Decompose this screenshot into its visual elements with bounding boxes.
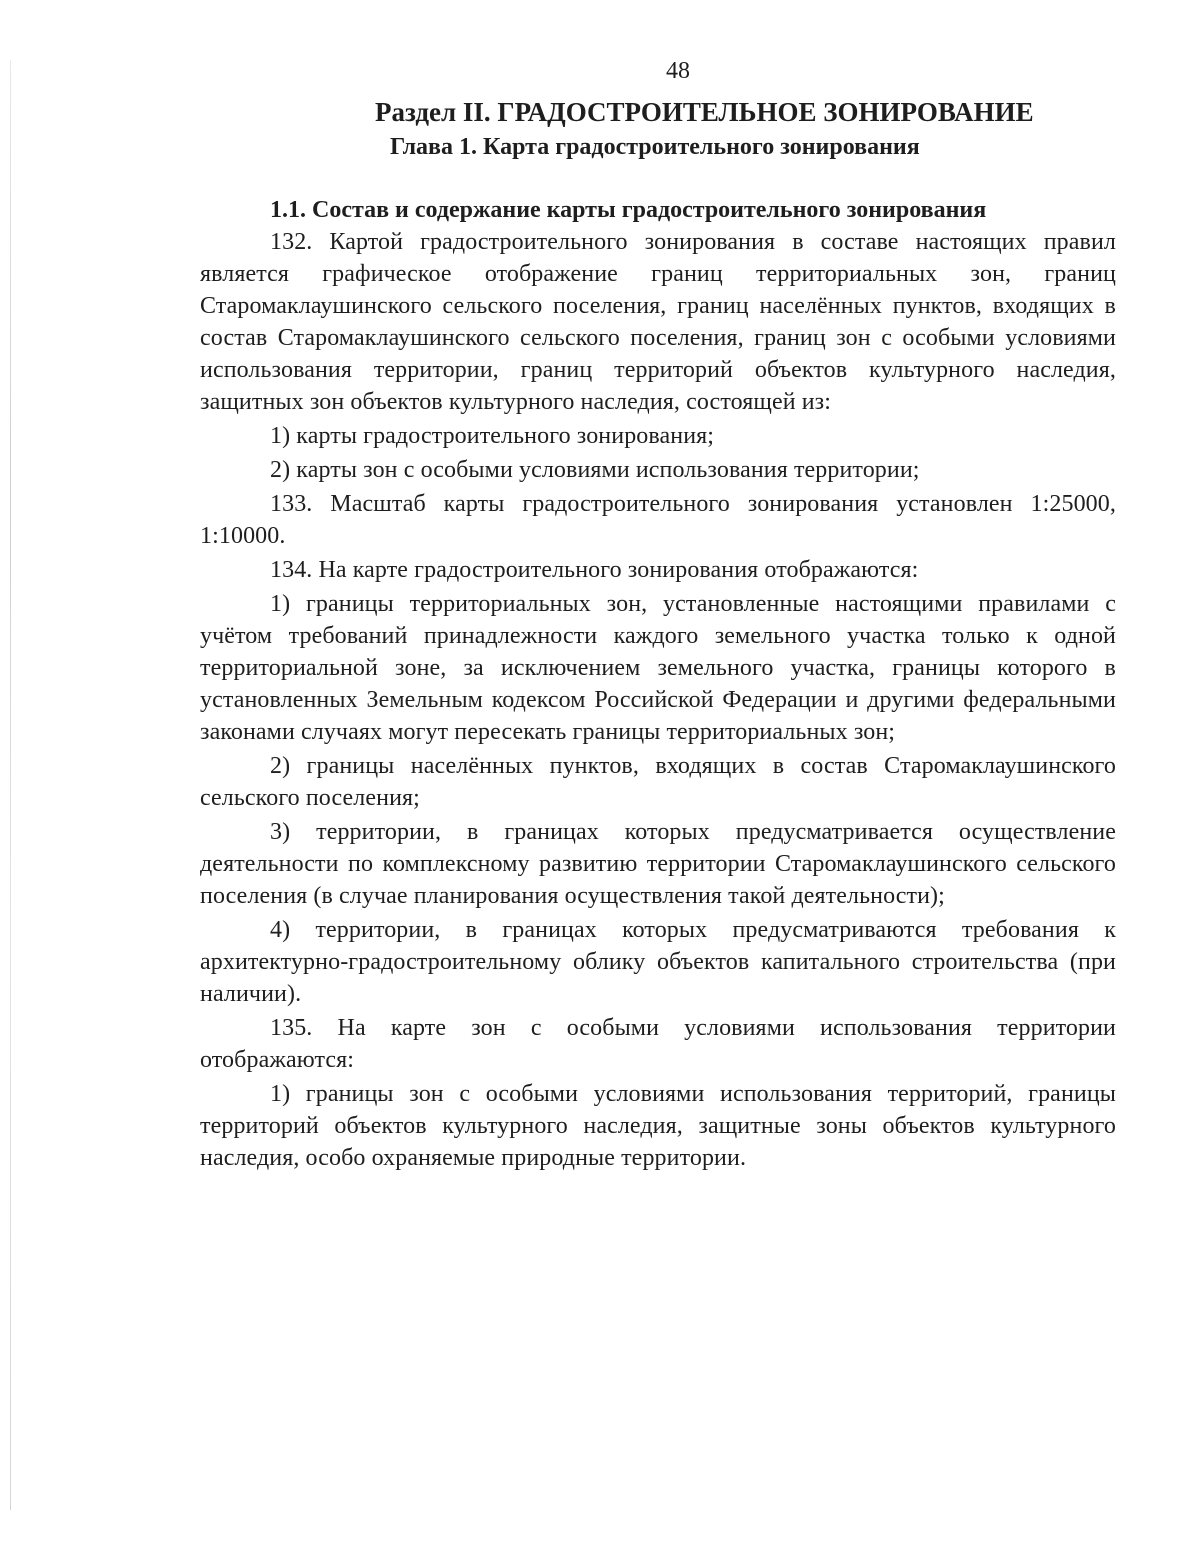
scan-edge-line: [10, 60, 11, 1510]
list-item-1-special-zones-boundaries: 1) границы зон с особыми условиями использования территорий, границы территорий объектов культурного наследия, защитные зоны объектов культурного наследия, особо охраняемые природные территории.: [200, 1081, 1116, 1171]
page-number: 48: [666, 58, 690, 84]
list-item-3-complex-development: 3) территории, в границах которых предусматривается осуществление деятельности по комплексному развитию территории Старомаклаушинского сельского поселения (в случае планирования осуществления такой деятельности);: [200, 819, 1116, 909]
document-body: [200, 226, 1116, 1174]
list-item-1-zoning-map: 1) карты градостроительного зонирования;: [270, 423, 715, 449]
paragraph-133: 133. Масштаб карты градостроительного зонирования установлен 1:25000, 1:10000.: [200, 491, 1116, 549]
document-page: [200, 56, 1116, 1174]
paragraph-135: 135. На карте зон с особыми условиями использования территории отображаются:: [200, 1015, 1116, 1073]
list-item-2-settlements: 2) границы населённых пунктов, входящих в состав Старомаклаушинского сельского поселения;: [200, 753, 1116, 811]
list-item-4-architectural-requirements: 4) территории, в границах которых предусматриваются требования к архитектурно-градостроительному облику объектов капитального строительства (при наличии).: [200, 917, 1116, 1007]
chapter-title: Глава 1. Карта градостроительного зонирования: [390, 134, 920, 160]
paragraph-132: 132. Картой градостроительного зонирования в составе настоящих правил является графическое отображение границ территориальных зон, границ Старомаклаушинского сельского поселения, границ населённых пунктов, входящих в состав Старомаклаушинского сельского поселения, границ зон с особыми условиями использования территории, границ территорий объектов культурного наследия, защитных зон объектов культурного наследия, состоящей из:: [200, 229, 1116, 415]
paragraph-134: 134. На карте градостроительного зонирования отображаются:: [270, 557, 919, 583]
section-title: Раздел II. ГРАДОСТРОИТЕЛЬНОЕ ЗОНИРОВАНИЕ: [375, 97, 1034, 127]
subsection-title: 1.1. Состав и содержание карты градостроительного зонирования: [270, 197, 987, 223]
list-item-1-territorial-zones: 1) границы территориальных зон, установленные настоящими правилами с учётом требований принадлежности каждого земельного участка только к одной территориальной зоне, за исключением земельного участка, границы которого в установленных Земельным кодексом Российской Федерации и другими федеральными законами случаях могут пересекать границы территориальных зон;: [200, 591, 1116, 745]
list-item-2-special-zones-map: 2) карты зон с особыми условиями использования территории;: [270, 457, 920, 483]
